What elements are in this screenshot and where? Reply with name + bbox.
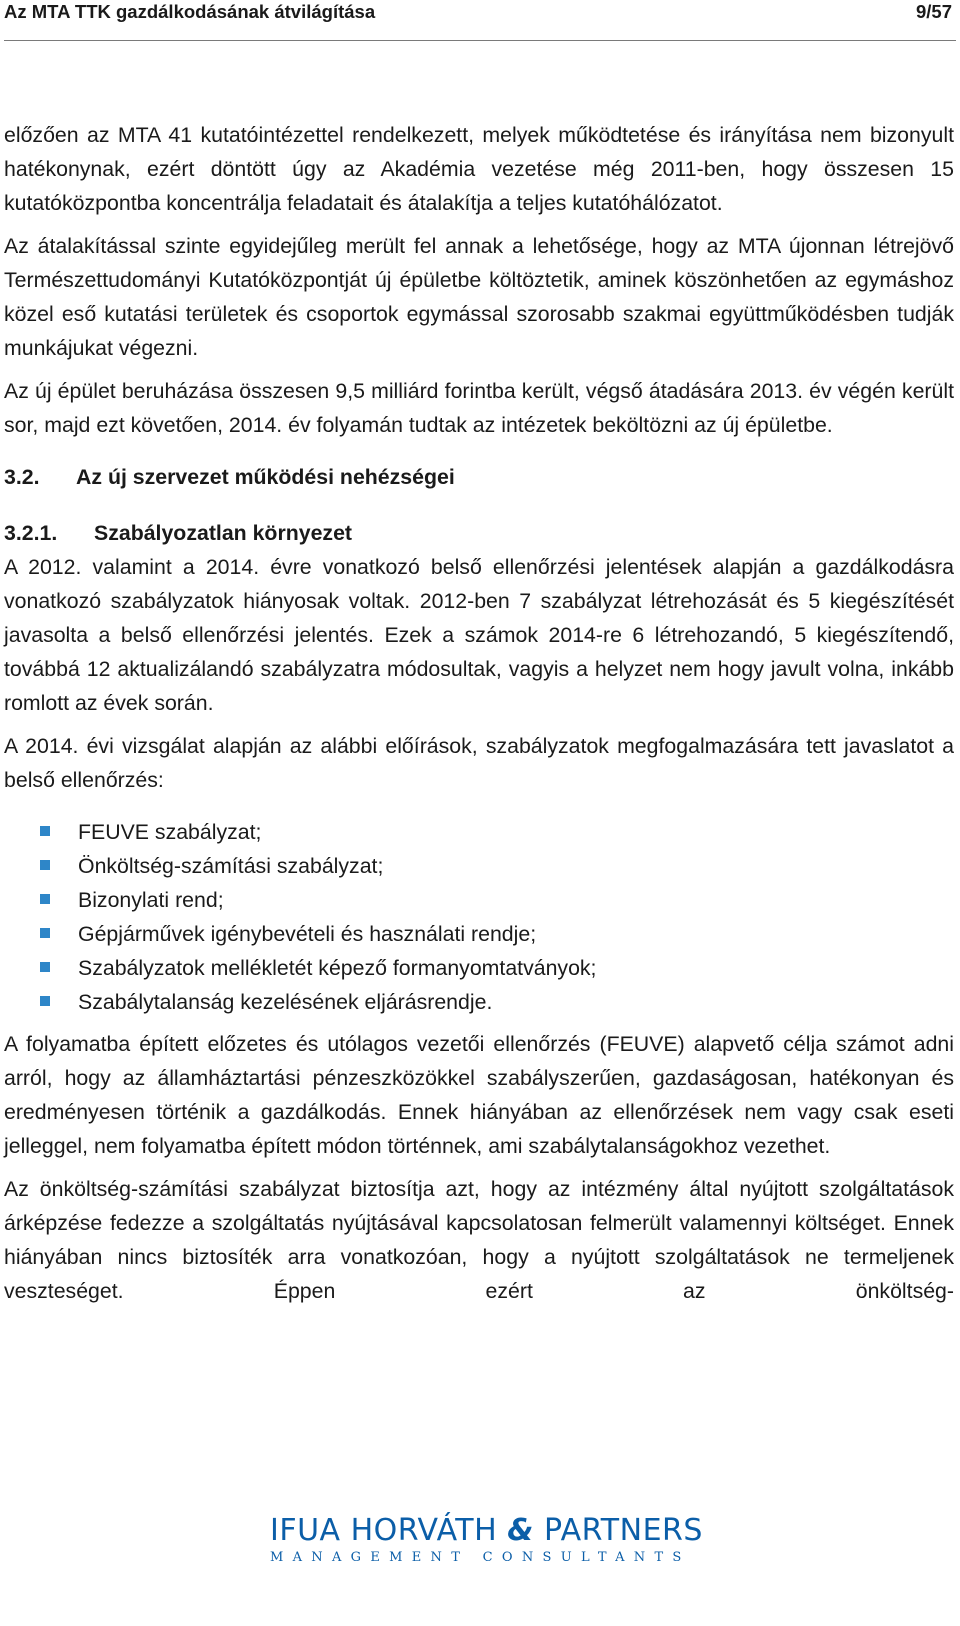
paragraph: Az önköltség-számítási szabályzat biztosítja azt, hogy az intézmény által nyújtott szolgáltatások árképzése fedezze a szolgáltatás nyújtásával kapcsolatosan felmerült valamennyi költséget. Ennek hiányában nincs biztosíték arra vonatkozóan, hogy a nyújtott szolgáltatások ne termeljenek veszteséget. Éppen ezért az önköltség- <box>4 1177 954 1303</box>
logo-wordmark: IFUA HORVÁTH & PARTNERS <box>270 1513 703 1548</box>
list-item: Bizonylati rend; <box>4 883 954 917</box>
paragraph: A 2014. évi vizsgálat alapján az alábbi előírások, szabályzatok megfogalmazására tett javaslatot a belső ellenőrzés: <box>4 734 954 792</box>
subsection-title: Szabályozatlan környezet <box>94 521 353 545</box>
subsection-heading <box>4 516 954 550</box>
paragraph: Az új épület beruházása összesen 9,5 milliárd forintba került, végső átadására 2013. év végén került sor, majd ezt követően, 2014. év folyamán tudtak az intézetek beköltözni az új épületbe. <box>4 379 954 437</box>
square-bullet-icon <box>40 962 50 972</box>
paragraph: Az átalakítással szinte egyidejűleg merült fel annak a lehetősége, hogy az MTA újonnan létrejövő Természettudományi Kutatóközpontját új épületbe költöztetik, aminek köszönhetően az egymáshoz közel eső kutatási területek és csoportok egymással szorosabb szakmai együttműködésben tudják munkájukat végezni. <box>4 234 954 360</box>
paragraph: előzően az MTA 41 kutatóintézettel rendelkezett, melyek működtetése és irányítása nem bizonyult hatékonynak, ezért döntött úgy az Akadémia vezetése még 2011-ben, hogy összesen 15 kutatóközpontba koncentrálja feladatait és átalakítja a teljes kutatóhálózatot. <box>4 123 954 215</box>
subsection-number: 3.2.1. <box>4 521 58 545</box>
section-heading <box>4 460 954 494</box>
section-title: Az új szervezet működési nehézségei <box>76 465 455 489</box>
square-bullet-icon <box>40 928 50 938</box>
document-body <box>4 118 954 1308</box>
square-bullet-icon <box>40 826 50 836</box>
page-header <box>4 0 956 41</box>
paragraph: A folyamatba épített előzetes és utólagos vezetői ellenőrzés (FEUVE) alapvető célja számot adni arról, hogy az államháztartási pénzeszközökkel szabályszerűen, gazdaságosan, hatékonyan és eredményesen történik a gazdálkodás. Ennek hiányában az ellenőrzések nem vagy csak eseti jelleggel, nem folyamatba épített módon történnek, ami szabálytalanságokhoz vezethet. <box>4 1032 954 1158</box>
square-bullet-icon <box>40 894 50 904</box>
list-item: Gépjárművek igénybevételi és használati rendje; <box>4 917 954 951</box>
square-bullet-icon <box>40 860 50 870</box>
section-number: 3.2. <box>4 465 40 489</box>
list-item: Szabályzatok mellékletét képező formanyomtatványok; <box>4 951 954 985</box>
list-item: FEUVE szabályzat; <box>4 815 954 849</box>
logo-tagline: MANAGEMENT CONSULTANTS <box>270 1550 691 1565</box>
recommendation-list <box>4 815 954 1019</box>
list-item: Önköltség-számítási szabályzat; <box>4 849 954 883</box>
list-item: Szabálytalanság kezelésének eljárásrendje. <box>4 985 954 1019</box>
ampersand-mark: & <box>507 1513 534 1548</box>
document-title: Az MTA TTK gazdálkodásának átvilágítása <box>4 1 376 22</box>
company-logo <box>270 1513 703 1573</box>
square-bullet-icon <box>40 996 50 1006</box>
page-number: 9/57 <box>915 1 952 22</box>
paragraph: A 2012. valamint a 2014. évre vonatkozó belső ellenőrzési jelentések alapján a gazdálkodásra vonatkozó szabályzatok hiányosak voltak. 2012-ben 7 szabályzat létrehozását és 5 kiegészítését javasolta a belső ellenőrzési jelentés. Ezek a számok 2014-re 6 létrehozandó, 5 kiegészítendő, továbbá 12 aktualizálandó szabályzatra módosultak, vagyis a helyzet nem hogy javult volna, inkább romlott az évek során. <box>4 555 954 715</box>
